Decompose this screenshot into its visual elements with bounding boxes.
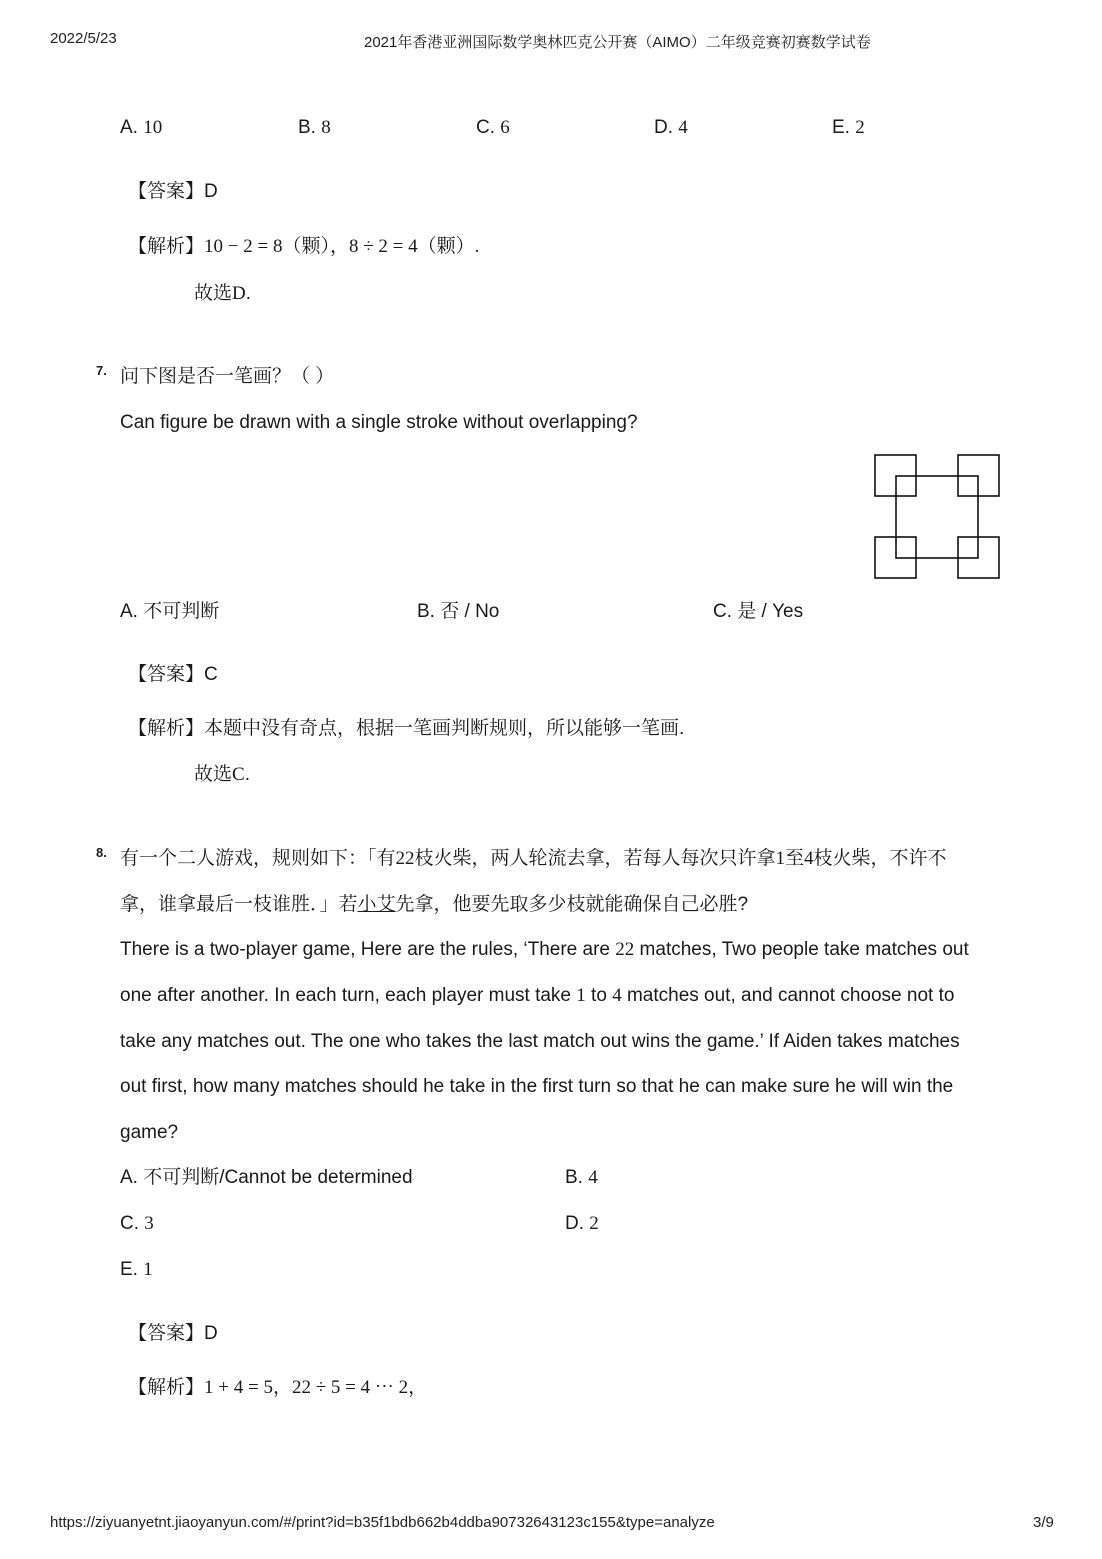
footer-url: https://ziyuanyetnt.jiaoyanyun.com/#/print?id=b35f1bdb662b4ddba90732643123c155&type=analyze (50, 1514, 715, 1531)
q8-option-c: C. 3 (120, 1213, 154, 1234)
q8-question-en-line1: There is a two-player game, Here are the rules, ‘There are 22 matches, Two people take matches out (120, 939, 969, 960)
q8-option-d: D. 2 (565, 1213, 599, 1234)
analysis-text: 本题中没有奇点，根据一笔画判断规则，所以能够一笔画. (204, 718, 685, 739)
q7-conclusion: 故选C. (194, 764, 250, 785)
q6-option-a: A. 10 (120, 117, 163, 138)
student-name: 小艾 (357, 894, 396, 915)
q6-answer (128, 180, 218, 204)
answer-value: D (204, 181, 218, 202)
analysis-label: 【解析】 (128, 718, 205, 739)
q7-option-b: B. 否 / No (417, 601, 500, 622)
analysis-label: 【解析】 (128, 236, 205, 257)
center-square (896, 476, 978, 558)
q8-analysis (128, 1376, 427, 1400)
q6-conclusion: 故选D. (194, 283, 252, 304)
q7-answer (128, 663, 218, 687)
q7-figure (872, 452, 1002, 582)
q8-option-b: B. 4 (565, 1167, 598, 1188)
q8-question-cn-line2: 拿，谁拿最后一枝谁胜．」若小艾先拿，他要先取多少枝就能确保自己必胜? (120, 894, 749, 915)
q8-question-en-line4: out first, how many matches should he take in the first turn so that he can make sure he will win the (120, 1076, 954, 1097)
answer-label: 【答案】 (128, 1323, 205, 1344)
analysis-label: 【解析】 (128, 1377, 205, 1398)
footer-page-number: 3/9 (1033, 1514, 1054, 1531)
q6-option-d: D. 4 (654, 117, 688, 138)
answer-label: 【答案】 (128, 181, 205, 202)
answer-label: 【答案】 (128, 664, 205, 685)
answer-value: D (204, 1323, 218, 1344)
q7-question-cn: 问下图是否一笔画？（ ） (120, 366, 335, 387)
analysis-text: 10 − 2 = 8（颗），8 ÷ 2 = 4（颗）. (204, 236, 480, 257)
q8-option-e: E. 1 (120, 1259, 153, 1280)
q7-number: 7. (96, 363, 107, 378)
header-title: 2021年香港亚洲国际数学奥林匹克公开赛（AIMO）二年级竞赛初赛数学试卷 (364, 34, 871, 51)
q8-question-en-line2: one after another. In each turn, each player must take 1 to 4 matches out, and cannot choose not to (120, 985, 955, 1006)
analysis-text: 1 + 4 = 5，22 ÷ 5 = 4 ⋯ 2， (204, 1377, 428, 1398)
q7-option-a: A. 不可判断 (120, 601, 220, 622)
q8-question-en-line5: game? (120, 1122, 179, 1143)
header-date: 2022/5/23 (50, 30, 117, 47)
q8-answer (128, 1322, 218, 1346)
q6-analysis (128, 235, 479, 259)
q6-option-c: C. 6 (476, 117, 510, 138)
q7-option-c: C. 是 / Yes (713, 601, 804, 622)
q8-question-en-line3: take any matches out. The one who takes the last match out wins the game.’ If Aiden takes matches (120, 1031, 960, 1052)
q8-question-cn-line1: 有一个二人游戏，规则如下：「有22枝火柴，两人轮流去拿，若每人每次只许拿1至4枝火柴，不许不 (120, 848, 947, 869)
q8-option-a: A. 不可判断/Cannot be determined (120, 1167, 413, 1188)
q7-analysis (128, 717, 684, 741)
q8-number: 8. (96, 845, 107, 860)
q7-question-en: Can figure be drawn with a single stroke without overlapping? (120, 412, 638, 433)
q6-option-b: B. 8 (298, 117, 331, 138)
answer-value: C (204, 664, 218, 685)
q6-option-e: E. 2 (832, 117, 865, 138)
